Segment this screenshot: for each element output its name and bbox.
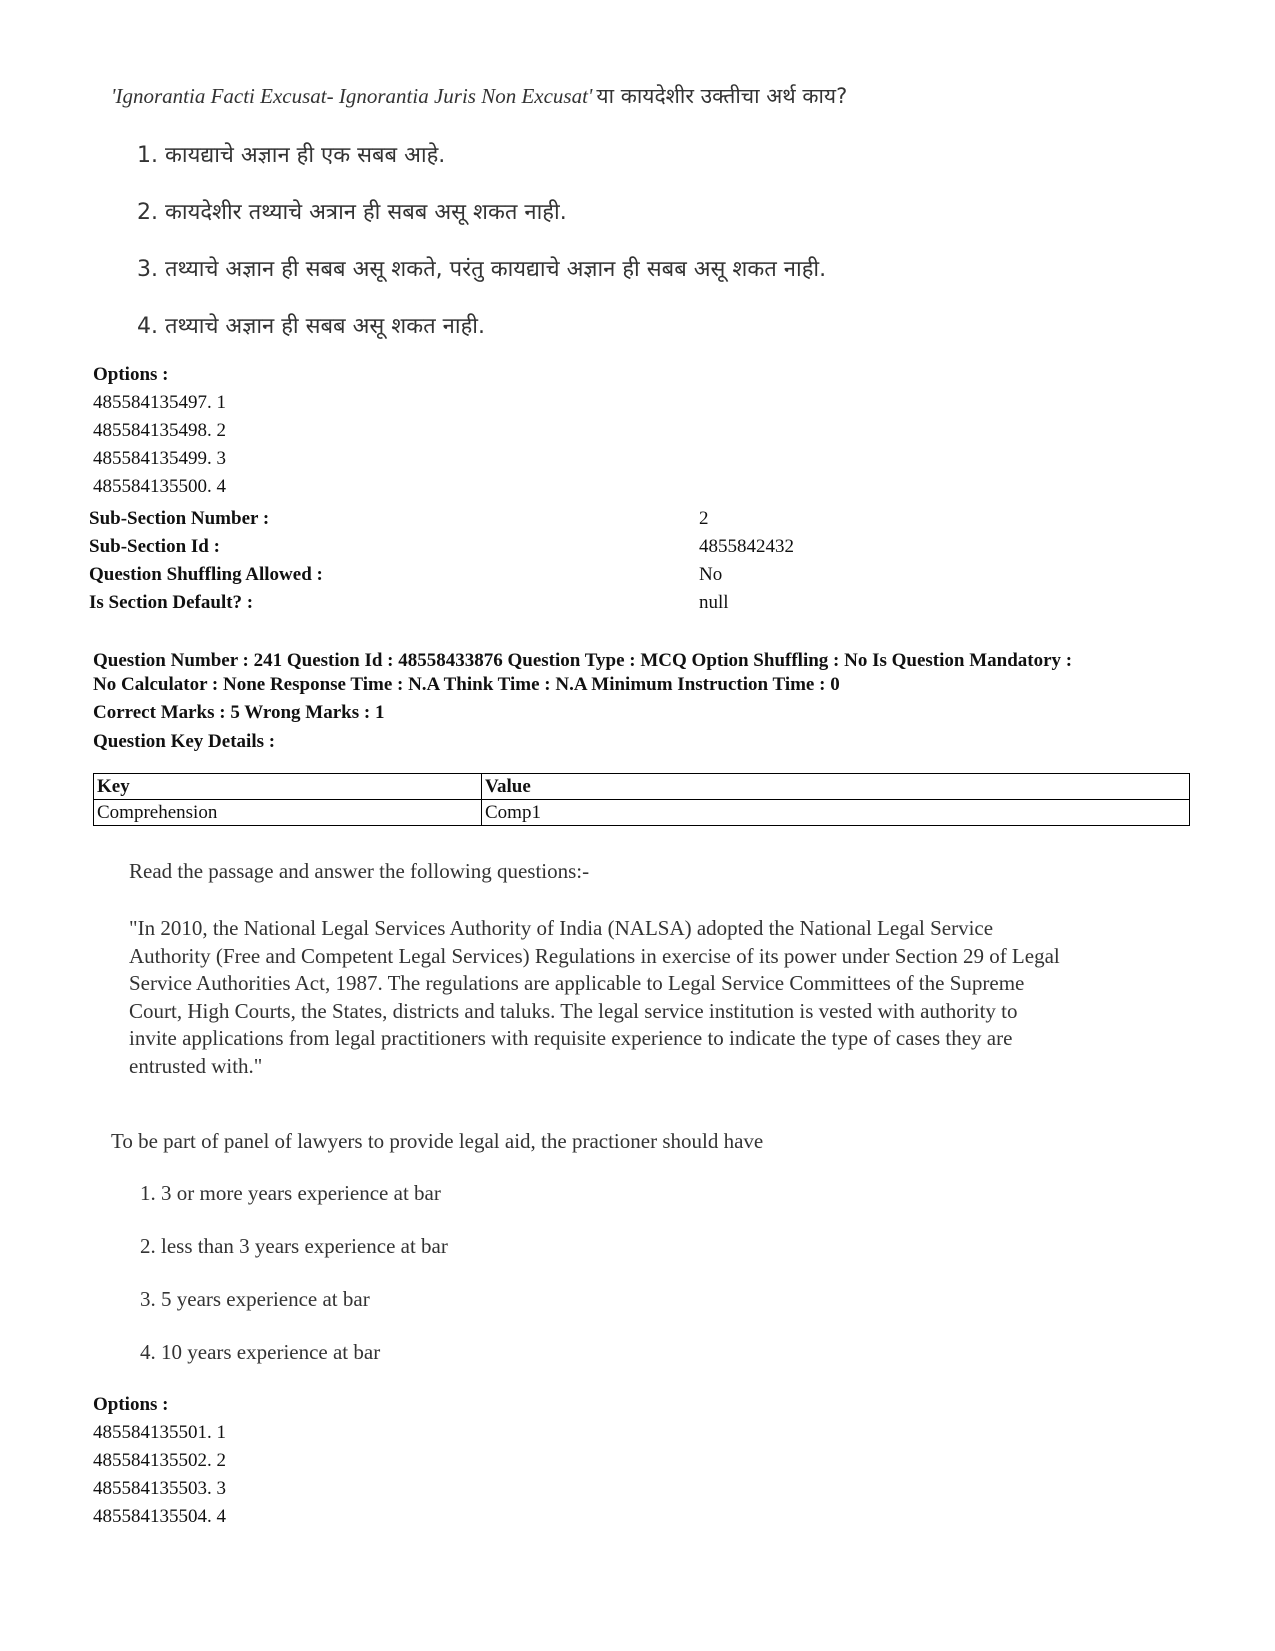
question-2-option-id-2: 485584135502. 2: [93, 1450, 226, 1471]
key-table-row: [94, 800, 1190, 826]
passage-line: Service Authorities Act, 1987. The regulations are applicable to Legal Service Committees of the Supreme: [129, 971, 1025, 995]
subsection-number-label: Sub-Section Number :: [89, 508, 270, 529]
question-2-choice-4: 4. 10 years experience at bar: [140, 1340, 381, 1364]
question-2-text: To be part of panel of lawyers to provide legal aid, the practioner should have: [111, 1129, 764, 1153]
key-table-cell-value: Comp1: [482, 800, 1190, 826]
question-1-prompt-marathi: या कायदेशीर उक्तीचा अर्थ काय?: [596, 84, 848, 108]
question-2-options-label: Options :: [93, 1394, 169, 1415]
key-table-header-value: Value: [482, 774, 1190, 800]
question-1-choice-2: 2. कायदेशीर तथ्याचे अत्रान ही सबब असू शकत नाही.: [137, 200, 567, 225]
question-shuffling-label: Question Shuffling Allowed :: [89, 564, 323, 585]
question-2-meta-line-1: Question Number : 241 Question Id : 48558433876 Question Type : MCQ Option Shuffling : No Is Question Mandatory :: [93, 650, 1073, 671]
passage-line: Authority (Free and Competent Legal Services) Regulations in exercise of its power under Section 29 of Legal: [129, 943, 1060, 968]
passage-line: "In 2010, the National Legal Services Authority of India (NALSA) adopted the National Legal Service: [129, 916, 994, 940]
subsection-id-label: Sub-Section Id :: [89, 536, 220, 557]
question-key-table: [93, 773, 1190, 826]
question-2-marks: Correct Marks : 5 Wrong Marks : 1: [93, 702, 385, 723]
question-1-choice-4: 4. तथ्याचे अज्ञान ही सबब असू शकत नाही.: [137, 314, 485, 339]
question-2-option-id-4: 485584135504. 4: [93, 1506, 226, 1527]
question-1-option-id-3: 485584135499. 3: [93, 448, 226, 469]
section-default-label: Is Section Default? :: [89, 592, 254, 613]
key-table-header-row: [94, 774, 1190, 800]
question-shuffling-value: No: [699, 564, 723, 585]
passage-line: invite applications from legal practitioners with requisite experience to indicate the type of cases they are: [129, 1026, 1013, 1050]
passage-text: [129, 915, 1189, 1080]
question-2-option-id-1: 485584135501. 1: [93, 1422, 226, 1443]
question-2-meta-line-2: No Calculator : None Response Time : N.A Think Time : N.A Minimum Instruction Time : 0: [93, 674, 840, 695]
question-1-option-id-4: 485584135500. 4: [93, 476, 226, 497]
question-1-prompt-latin: 'Ignorantia Facti Excusat- Ignorantia Juris Non Excusat': [111, 84, 593, 108]
question-1-choice-3: 3. तथ्याचे अज्ञान ही सबब असू शकते, परंतु कायद्याचे अज्ञान ही सबब असू शकत नाही.: [137, 257, 827, 282]
subsection-id-value: 4855842432: [699, 536, 794, 557]
passage-intro: Read the passage and answer the following questions:-: [129, 859, 590, 883]
question-1-option-id-2: 485584135498. 2: [93, 420, 226, 441]
passage-line: entrusted with.": [129, 1053, 263, 1078]
passage-line: Court, High Courts, the States, districts and taluks. The legal service institution is vested with authority to: [129, 998, 1018, 1023]
question-1-options-label: Options :: [93, 364, 169, 385]
key-table-cell-key: Comprehension: [94, 800, 482, 826]
question-1-prompt: [111, 82, 847, 110]
question-2-choice-2: 2. less than 3 years experience at bar: [140, 1234, 448, 1258]
question-2-choice-3: 3. 5 years experience at bar: [140, 1287, 370, 1311]
question-1-choice-1: 1. कायद्याचे अज्ञान ही एक सबब आहे.: [137, 143, 446, 168]
section-default-value: null: [699, 592, 729, 613]
question-1-option-id-1: 485584135497. 1: [93, 392, 226, 413]
question-2-choice-1: 1. 3 or more years experience at bar: [140, 1181, 441, 1205]
question-2-key-details-label: Question Key Details :: [93, 731, 276, 752]
subsection-number-value: 2: [699, 508, 709, 529]
key-table-header-key: Key: [94, 774, 482, 800]
question-2-option-id-3: 485584135503. 3: [93, 1478, 226, 1499]
